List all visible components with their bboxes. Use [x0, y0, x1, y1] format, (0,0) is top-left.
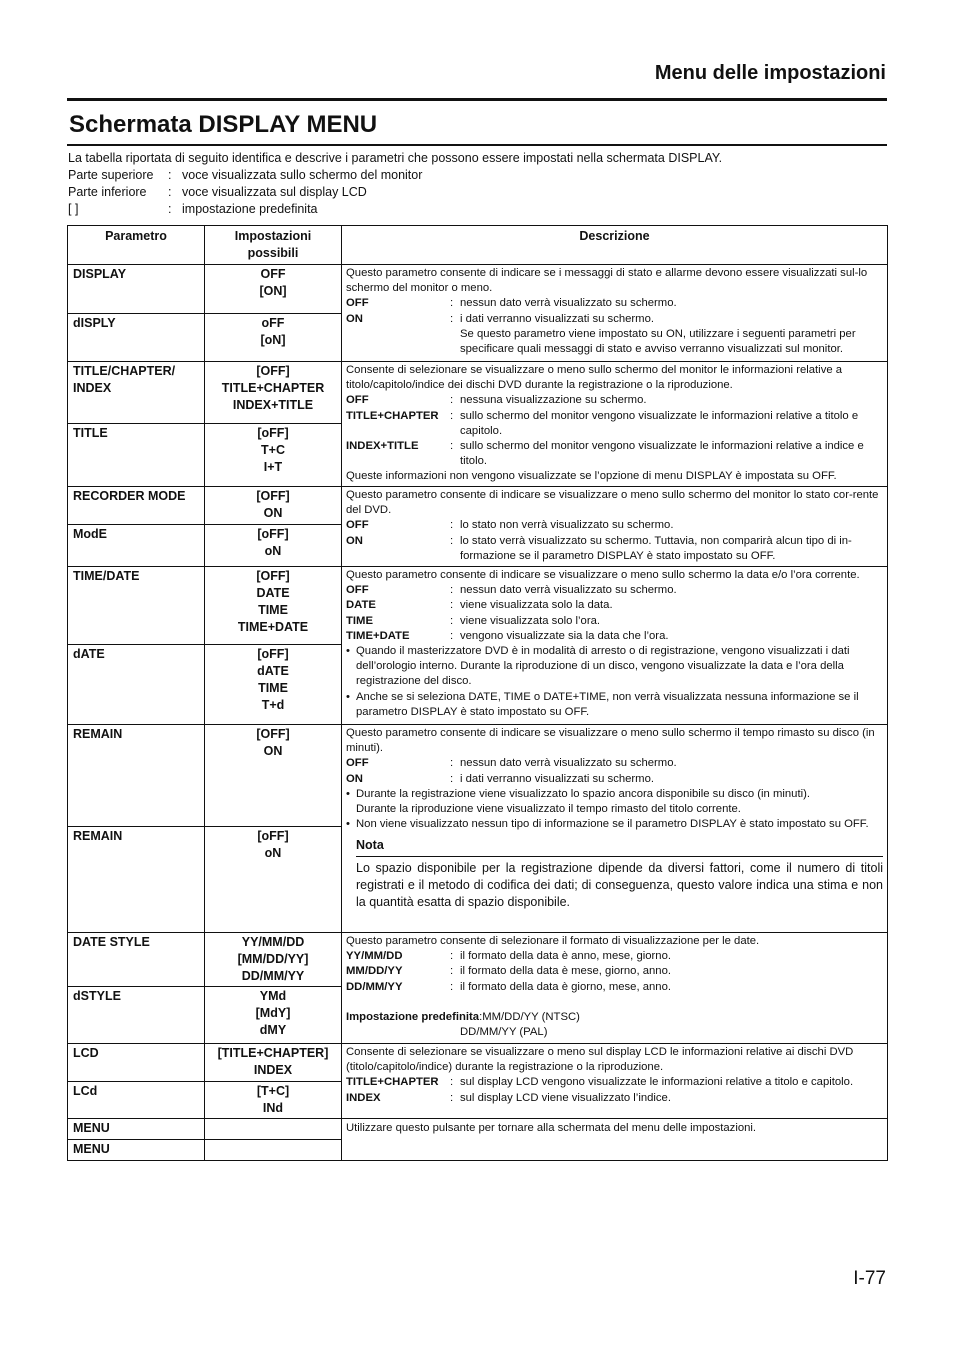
param-description: Consente di selezionare se visualizzare o meno sullo schermo del monitor le informazioni relative a titolo/capitolo/indice dei dischi DVD durante la registrazione o la riproduzione. OFF : nessuna visualizzazione su schermo. TITLE+CHAPTER : sullo schermo del monitor vengono visualizzate le informazioni relative a titolo e capitolo. INDEX+TITLE : sullo schermo del monitor vengono visualizzate le informazioni relative a indice e titolo. Queste informazioni non vengono visualizzate se l’opzione di menu DISPLAY è impostata su OFF. — [342, 362, 888, 487]
param-values-lcd: YMd [MdY] dMY — [205, 987, 342, 1044]
param-values-lcd — [205, 1140, 342, 1161]
param-name: MENU — [68, 1119, 205, 1140]
legend-row: [ ] : impostazione predefinita — [68, 202, 318, 216]
param-name: DATE STYLE — [68, 933, 205, 987]
param-values: [OFF] ON — [205, 725, 342, 827]
param-name: DISPLAY — [68, 265, 205, 314]
param-name: REMAIN — [68, 725, 205, 827]
table-row — [68, 567, 888, 645]
param-values: OFF [ON] — [205, 265, 342, 314]
table-row — [68, 1119, 888, 1140]
note-box — [356, 838, 883, 910]
param-name: TITLE/CHAPTER/ INDEX — [68, 362, 205, 424]
param-values-lcd: [T+C] INd — [205, 1082, 342, 1119]
param-description: Questo parametro consente di indicare se visualizzare o meno sullo schermo del monitor lo stato cor-rente del DVD. OFF : lo stato non verrà visualizzato su schermo. ON : lo stato verrà visualizzato su schermo. Tuttavia, non comparirà alcun tipo di in-formazione se il parametro DISPLAY è stato impostato su OFF. — [342, 487, 888, 567]
header-descrizione: Descrizione — [342, 226, 888, 265]
title-rule — [67, 144, 887, 146]
param-description: Consente di selezionare se visualizzare o meno sul display LCD le informazioni relative ai dischi DVD (titolo/capitolo/indice) durante la registrazione o la riproduzione. TITLE+CHAPTER : sul display LCD vengono visualizzate le informazioni relative a titolo e capitolo. INDEX : sul display LCD viene visualizzato l’indice. — [342, 1044, 888, 1119]
param-name-lcd: LCd — [68, 1082, 205, 1119]
param-values: [OFF] ON — [205, 487, 342, 525]
param-values-lcd: oFF [oN] — [205, 314, 342, 362]
table-row — [68, 362, 888, 424]
param-description: Questo parametro consente di indicare se visualizzare o meno sullo schermo la data e/o l’ora corrente. OFF : nessun dato verrà visualizzato su schermo. DATE : viene visualizzata solo la data. TIME : viene visualizzata solo l’ora. TIME+DATE : vengono visualizzate sia la data che l’ora. • Quando il masterizzatore DVD è in modalità di arresto o di registrazione, vengono visualizzati i dati dell’orologio interno. Durante la riproduzione di un disco, vengono visualizzate la data e l’ora della registrazione del disco. • Anche se si seleziona DATE, TIME o DATE+TIME, non verrà visualizzata nessuna informazione se il parametro DISPLAY è stato impostato su OFF. — [342, 567, 888, 725]
section-title: Menu delle impostazioni — [654, 62, 886, 84]
param-description: Questo parametro consente di indicare se visualizzare o meno sullo schermo il tempo rimasto su disco (in minuti). OFF : nessun dato verrà visualizzato su schermo. ON : i dati verranno visualizzati su schermo. • Durante la registrazione viene visualizzato lo spazio ancora disponibile su disco (in minuti). Durante la riproduzione viene visualizzato il tempo rimasto del titolo corrente. • Non viene visualizzato nessun tipo di informazione se il parametro DISPLAY è stato impostato su OFF. Nota Lo spazio disponibile per la registrazione dipende da diversi fattori, come il numero di titoli registrati e il metodo di codifica dei dati; di conseguenza, questo valore indica una stima e non la quantità esatta di spazio disponibile. — [342, 725, 888, 933]
param-name-lcd: dATE — [68, 645, 205, 725]
param-values: [TITLE+CHAPTER] INDEX — [205, 1044, 342, 1082]
legend-row: Parte superiore : voce visualizzata sullo schermo del monitor — [68, 168, 423, 182]
page-number: I-77 — [853, 1268, 886, 1289]
param-description: Questo parametro consente di indicare se i messaggi di stato e allarme devono essere visualizzati sul-lo schermo del monitor o meno. OFF : nessun dato verrà visualizzato su schermo. ON : i dati verranno visualizzati su schermo. Se questo parametro viene impostato su ON, utilizzare i seguenti parametri per specificare quali messaggi di stato e avviso verranno visualizzati sul monitor. — [342, 265, 888, 362]
header-parametro: Parametro — [68, 226, 205, 265]
param-description: Questo parametro consente di selezionare il formato di visualizzazione per le date. YY/MM/DD : il formato della data è anno, mese, giorno. MM/DD/YY : il formato della data è mese, giorno, anno. DD/MM/YY : il formato della data è giorno, mese, anno. Impostazione predefinita:MM/DD/YY (NTSC) DD/MM/YY (PAL) — [342, 933, 888, 1044]
param-values-lcd: [oFF] oN — [205, 827, 342, 933]
table-row — [68, 487, 888, 525]
settings-table — [67, 225, 888, 1161]
param-values-lcd: [oFF] dATE TIME T+d — [205, 645, 342, 725]
note-text: Lo spazio disponibile per la registrazione dipende da diversi fattori, come il numero di titoli registrati e il metodo di codifica dei dati; di conseguenza, questo valore indica una stima e non la quantità esatta di spazio disponibile. — [356, 860, 883, 909]
param-name: TIME/DATE — [68, 567, 205, 645]
page-title: Schermata DISPLAY MENU — [69, 111, 378, 138]
param-values — [205, 1119, 342, 1140]
table-row — [68, 265, 888, 314]
param-name-lcd: ModE — [68, 525, 205, 567]
param-values: [OFF] TITLE+CHAPTER INDEX+TITLE — [205, 362, 342, 424]
legend-row: Parte inferiore : voce visualizzata sul display LCD — [68, 185, 367, 199]
param-name: LCD — [68, 1044, 205, 1082]
param-name-lcd: dSTYLE — [68, 987, 205, 1044]
param-name: RECORDER MODE — [68, 487, 205, 525]
param-description: Utilizzare questo pulsante per tornare alla schermata del menu delle impostazioni. — [342, 1119, 888, 1161]
param-values-lcd: [oFF] T+C I+T — [205, 424, 342, 487]
intro-text: La tabella riportata di seguito identifica e descrive i parametri che possono essere impostati nella schermata DISPLAY. — [68, 151, 723, 165]
note-title: Nota — [356, 838, 883, 856]
intro — [68, 150, 722, 218]
param-name-lcd: dISPLY — [68, 314, 205, 362]
table-row — [68, 933, 888, 987]
header-rule — [67, 98, 887, 101]
param-name-lcd: MENU — [68, 1140, 205, 1161]
table-row — [68, 1044, 888, 1082]
header-impostazioni: Impostazioni possibili — [205, 226, 342, 265]
param-values: [OFF] DATE TIME TIME+DATE — [205, 567, 342, 645]
param-values-lcd: [oFF] oN — [205, 525, 342, 567]
table-row — [68, 725, 888, 827]
param-name-lcd: TITLE — [68, 424, 205, 487]
param-values: YY/MM/DD [MM/DD/YY] DD/MM/YY — [205, 933, 342, 987]
table-header — [68, 226, 888, 265]
param-name-lcd: REMAIN — [68, 827, 205, 933]
